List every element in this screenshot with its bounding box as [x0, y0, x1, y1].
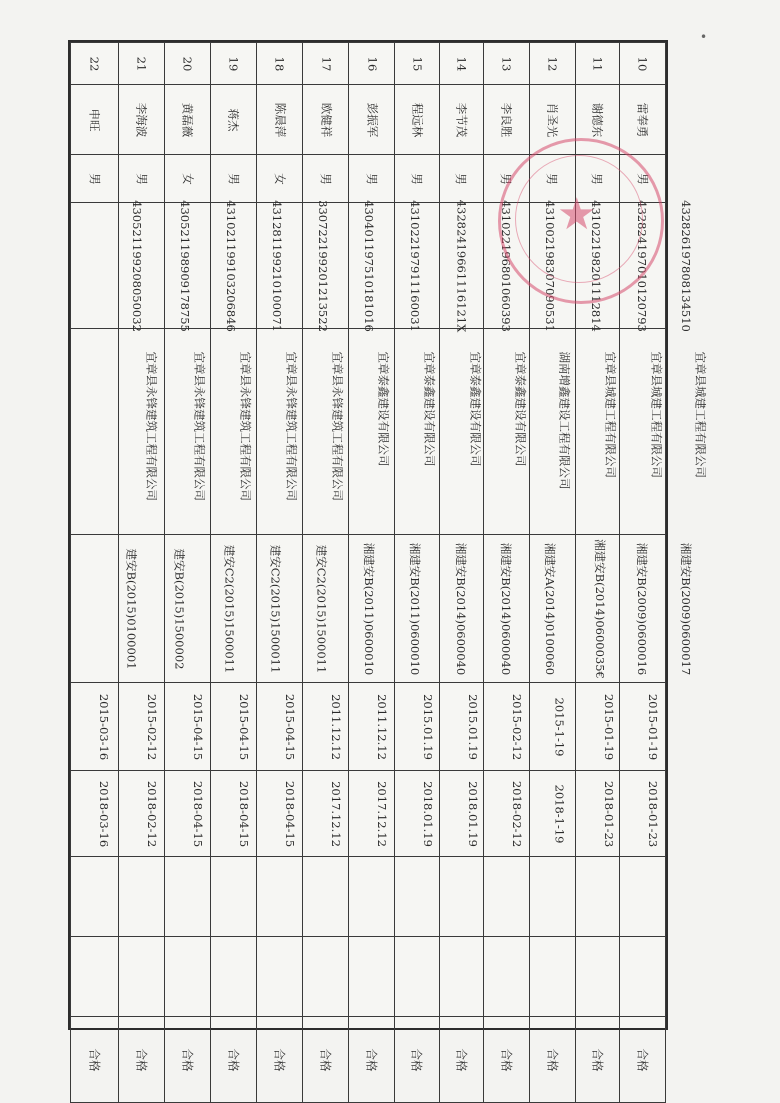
cell-blank-21	[119, 937, 165, 1017]
expires-text: 2018-04-15	[237, 780, 252, 847]
cell-blank-19	[211, 857, 257, 937]
gender-text: 男	[454, 172, 469, 185]
cert-text: 建安C2(2015)1500011	[222, 544, 237, 673]
company-text: 湖南增鑫建设工程有限公司	[557, 351, 572, 490]
company-text: 宜章泰鑫建设有限公司	[422, 351, 437, 467]
cell-blank-14	[439, 937, 483, 1017]
expires-text: 2018-1-19	[552, 784, 567, 843]
cell-expires-11	[575, 771, 619, 857]
cell-gender-15	[395, 155, 439, 203]
no-text: 14	[454, 56, 469, 71]
cell-issued-15	[395, 683, 439, 771]
issued-text: 2015.01.19	[465, 693, 480, 760]
gender-text: 男	[364, 172, 379, 185]
id-text: 43282419661116121X	[454, 199, 469, 332]
cell-name-19	[211, 85, 257, 155]
cell-no-18	[257, 43, 303, 85]
cell-gender-10	[619, 155, 665, 203]
field-row-name	[71, 85, 666, 155]
cell-result-14	[439, 1017, 483, 1103]
cell-name-16	[349, 85, 395, 155]
name-text: 李良胜	[499, 102, 514, 137]
company-text: 宜章泰鑫建设有限公司	[468, 351, 483, 467]
cell-no-19	[211, 43, 257, 85]
cell-result-11	[575, 1017, 619, 1103]
gender-text: 男	[226, 172, 241, 185]
issued-text: 2015-01-19	[645, 693, 660, 760]
result-text: 合格	[87, 1048, 102, 1071]
cert-text: 湘建安B(2014)0600035€	[592, 538, 607, 679]
cell-no-15	[395, 43, 439, 85]
expires-text: 2018-04-15	[191, 780, 206, 847]
issued-text: 2015-1-19	[552, 697, 567, 756]
certificate-table	[70, 42, 708, 1103]
company-text: 宜章县城建工程有限公司	[603, 351, 618, 478]
cell-gender-18	[257, 155, 303, 203]
field-row-id	[71, 203, 666, 329]
expires-text: 2018-01-23	[645, 780, 660, 847]
company-text: 宜章县永锋建筑工程有限公司	[192, 351, 207, 501]
cell-issued-14	[439, 683, 483, 771]
cell-blank-15	[395, 857, 439, 937]
company-text: 宜章县城建工程有限公司	[649, 351, 664, 478]
result-text: 合格	[545, 1048, 560, 1071]
cell-no-12	[529, 43, 575, 85]
id-text: 431281199210100071	[270, 199, 285, 332]
id-text: 330722199201213522	[316, 199, 331, 332]
expires-text: 2018-02-12	[509, 780, 524, 847]
no-text: 10	[635, 56, 650, 71]
cell-blank-15	[395, 937, 439, 1017]
cell-no-10	[619, 43, 665, 85]
cell-no-22	[71, 43, 119, 85]
result-text: 合格	[318, 1048, 333, 1071]
expires-text: 2018-02-12	[145, 780, 160, 847]
gender-text: 男	[499, 172, 514, 185]
cell-no-14	[439, 43, 483, 85]
name-text: 李节茂	[454, 102, 469, 137]
cell-blank-16	[349, 857, 395, 937]
cell-expires-21	[119, 771, 165, 857]
cell-name-13	[483, 85, 529, 155]
no-text: 11	[590, 56, 605, 71]
result-text: 合格	[364, 1048, 379, 1071]
cell-gender-17	[303, 155, 349, 203]
expires-text: 2018.01.19	[465, 780, 480, 847]
cell-blank-11	[575, 937, 619, 1017]
no-text: 13	[499, 56, 514, 71]
gender-text: 女	[272, 172, 287, 185]
id-text: 432824197010120793	[634, 199, 649, 332]
field-row-gender	[71, 155, 666, 203]
cell-name-14	[439, 85, 483, 155]
name-text: 雷奉勇	[635, 102, 650, 137]
expires-text: 2018-01-23	[601, 780, 616, 847]
gender-text: 男	[134, 172, 149, 185]
name-text: 蒋杰	[226, 108, 241, 131]
issued-text: 2011.12.12	[375, 693, 390, 760]
id-text: 431022197911160031	[408, 199, 423, 332]
cell-blank-12	[529, 937, 575, 1017]
cell-blank-22	[71, 857, 119, 937]
expires-text: 2018-03-16	[97, 780, 112, 847]
cell-blank-11	[575, 857, 619, 937]
field-row-cert	[71, 535, 666, 683]
cert-text: 湘建安B(2014)0600040	[454, 542, 469, 675]
name-text: 陈晨萍	[272, 102, 287, 137]
cert-text: 建安C2(2015)1500011	[314, 544, 329, 673]
name-text: 谢德东	[590, 102, 605, 137]
cell-issued-10	[619, 683, 665, 771]
cell-issued-13	[483, 683, 529, 771]
cell-blank-13	[483, 857, 529, 937]
field-row-blank-8	[71, 857, 666, 937]
cell-no-21	[119, 43, 165, 85]
gender-text: 男	[590, 172, 605, 185]
cell-issued-16	[349, 683, 395, 771]
cell-expires-22	[71, 771, 119, 857]
field-row-blank-9	[71, 937, 666, 1017]
cell-blank-21	[119, 857, 165, 937]
cell-result-17	[303, 1017, 349, 1103]
cell-name-21	[119, 85, 165, 155]
cell-blank-13	[483, 937, 529, 1017]
id-text: 432826197808134510	[678, 199, 693, 332]
cell-result-12	[529, 1017, 575, 1103]
issued-text: 2015-04-15	[191, 693, 206, 760]
result-text: 合格	[134, 1048, 149, 1071]
no-text: 19	[226, 56, 241, 71]
company-text: 宜章县永锋建筑工程有限公司	[330, 351, 345, 501]
cell-expires-14	[439, 771, 483, 857]
cell-blank-17	[303, 857, 349, 937]
cell-blank-10	[619, 937, 665, 1017]
cert-text: 湘建安A(2014)0100060	[542, 542, 557, 675]
company-text: 宜章县城建工程有限公司	[693, 351, 708, 478]
cell-name-12	[529, 85, 575, 155]
cell-no-16	[349, 43, 395, 85]
company-text: 宜章县永锋建筑工程有限公司	[284, 351, 299, 501]
cell-name-22	[71, 85, 119, 155]
cell-blank-16	[349, 937, 395, 1017]
result-text: 合格	[454, 1048, 469, 1071]
cell-name-10	[619, 85, 665, 155]
cell-gender-14	[439, 155, 483, 203]
cell-expires-10	[619, 771, 665, 857]
cell-issued-18	[257, 683, 303, 771]
gender-text: 男	[87, 172, 102, 185]
cell-expires-20	[165, 771, 211, 857]
cell-expires-15	[395, 771, 439, 857]
no-text: 20	[180, 56, 195, 71]
company-text: 宜章县永锋建筑工程有限公司	[144, 351, 159, 501]
no-text: 15	[409, 56, 424, 71]
name-text: 黄磊薇	[180, 102, 195, 137]
id-text: 431002198307090531	[542, 199, 557, 332]
issued-text: 2015-02-12	[145, 693, 160, 760]
id-text: 431022196801060393	[498, 199, 513, 332]
seal-star-icon: ★	[557, 189, 597, 240]
cell-issued-22	[71, 683, 119, 771]
cell-gender-12	[529, 155, 575, 203]
field-row-result	[71, 1017, 666, 1103]
id-text: 431021199103206846	[223, 199, 238, 332]
cell-blank-10	[619, 857, 665, 937]
cell-id-22	[71, 199, 144, 332]
cell-blank-14	[439, 857, 483, 937]
cell-gender-19	[211, 155, 257, 203]
field-row-expires	[71, 771, 666, 857]
name-text: 程远林	[409, 102, 424, 137]
cert-text: 湘建安B(2011)0600010	[408, 542, 423, 675]
name-text: 彭振军	[364, 102, 379, 137]
field-row-issued	[71, 683, 666, 771]
cell-result-15	[395, 1017, 439, 1103]
cell-blank-20	[165, 937, 211, 1017]
cell-issued-12	[529, 683, 575, 771]
cell-gender-16	[349, 155, 395, 203]
id-text: 430521198909178755	[177, 199, 192, 332]
gender-text: 男	[635, 172, 650, 185]
gender-text: 男	[318, 172, 333, 185]
result-text: 合格	[409, 1048, 424, 1071]
cell-blank-18	[257, 857, 303, 937]
no-text: 22	[87, 56, 102, 71]
cell-name-20	[165, 85, 211, 155]
cert-text: 建安B(2015)0100001	[124, 548, 139, 669]
cell-blank-19	[211, 937, 257, 1017]
cell-name-15	[395, 85, 439, 155]
cell-blank-17	[303, 937, 349, 1017]
id-text: 430521199208050032	[129, 199, 144, 332]
issued-text: 2015-01-19	[601, 693, 616, 760]
cell-no-13	[483, 43, 529, 85]
cell-issued-21	[119, 683, 165, 771]
name-text: 肖圣光	[545, 102, 560, 137]
field-row-no	[71, 43, 666, 85]
cell-gender-11	[575, 155, 619, 203]
cell-blank-12	[529, 857, 575, 937]
cell-company-22	[71, 329, 159, 535]
name-text: 申旺	[87, 108, 102, 131]
cell-name-18	[257, 85, 303, 155]
cell-result-16	[349, 1017, 395, 1103]
issued-text: 2015.01.19	[421, 693, 436, 760]
cell-expires-17	[303, 771, 349, 857]
cell-expires-19	[211, 771, 257, 857]
cell-gender-22	[71, 155, 119, 203]
cell-expires-13	[483, 771, 529, 857]
certificate-table-sheet	[68, 40, 708, 1071]
issued-text: 2015-02-12	[509, 693, 524, 760]
cell-cert-22	[71, 535, 139, 683]
no-text: 17	[318, 56, 333, 71]
cert-text: 湘建安B(2009)0600016	[634, 542, 649, 675]
gender-text: 女	[180, 172, 195, 185]
no-text: 12	[545, 56, 560, 71]
cell-gender-21	[119, 155, 165, 203]
gender-text: 男	[409, 172, 424, 185]
cert-text: 湘建安B(2014)0600040	[498, 542, 513, 675]
cell-name-11	[575, 85, 619, 155]
cert-text: 建安B(2015)1500002	[172, 548, 187, 669]
name-text: 李海波	[134, 102, 149, 137]
cell-gender-20	[165, 155, 211, 203]
cell-gender-13	[483, 155, 529, 203]
result-text: 合格	[590, 1048, 605, 1071]
cell-result-18	[257, 1017, 303, 1103]
cell-no-11	[575, 43, 619, 85]
cell-expires-12	[529, 771, 575, 857]
issued-text: 2015-03-16	[97, 693, 112, 760]
cell-name-17	[303, 85, 349, 155]
gender-text: 男	[545, 172, 560, 185]
cell-issued-20	[165, 683, 211, 771]
cell-no-17	[303, 43, 349, 85]
result-text: 合格	[272, 1048, 287, 1071]
expires-text: 2017.12.12	[375, 780, 390, 847]
cell-result-10	[619, 1017, 665, 1103]
cell-result-19	[211, 1017, 257, 1103]
expires-text: 2018-04-15	[283, 780, 298, 847]
cert-text: 湘建安B(2009)0600017	[678, 542, 693, 675]
cert-text: 湘建安B(2011)0600010	[362, 542, 377, 675]
issued-text: 2015-04-15	[237, 693, 252, 760]
id-text: 431022198201112814	[588, 199, 603, 332]
cell-result-20	[165, 1017, 211, 1103]
result-text: 合格	[226, 1048, 241, 1071]
cert-text: 建安C2(2015)1500011	[268, 544, 283, 673]
company-text: 宜章泰鑫建设有限公司	[376, 351, 391, 467]
company-text: 宜章泰鑫建设有限公司	[513, 351, 528, 467]
id-text: 430401197510181016	[362, 199, 377, 332]
cell-issued-17	[303, 683, 349, 771]
result-text: 合格	[635, 1048, 650, 1071]
expires-text: 2018.01.19	[421, 780, 436, 847]
expires-text: 2017.12.12	[329, 780, 344, 847]
issued-text: 2011.12.12	[329, 693, 344, 760]
cell-issued-11	[575, 683, 619, 771]
cell-blank-18	[257, 937, 303, 1017]
cell-issued-19	[211, 683, 257, 771]
company-text: 宜章县永锋建筑工程有限公司	[238, 351, 253, 501]
cell-expires-16	[349, 771, 395, 857]
cell-no-20	[165, 43, 211, 85]
cell-blank-20	[165, 857, 211, 937]
cell-result-21	[119, 1017, 165, 1103]
result-text: 合格	[499, 1048, 514, 1071]
no-text: 16	[364, 56, 379, 71]
cell-expires-18	[257, 771, 303, 857]
cell-blank-22	[71, 937, 119, 1017]
field-row-company	[71, 329, 666, 535]
cell-result-22	[71, 1017, 119, 1103]
result-text: 合格	[180, 1048, 195, 1071]
issued-text: 2015-04-15	[283, 693, 298, 760]
name-text: 欧健祥	[318, 102, 333, 137]
scan-mark: •	[700, 30, 708, 44]
cell-result-13	[483, 1017, 529, 1103]
no-text: 21	[134, 56, 149, 71]
no-text: 18	[272, 56, 287, 71]
